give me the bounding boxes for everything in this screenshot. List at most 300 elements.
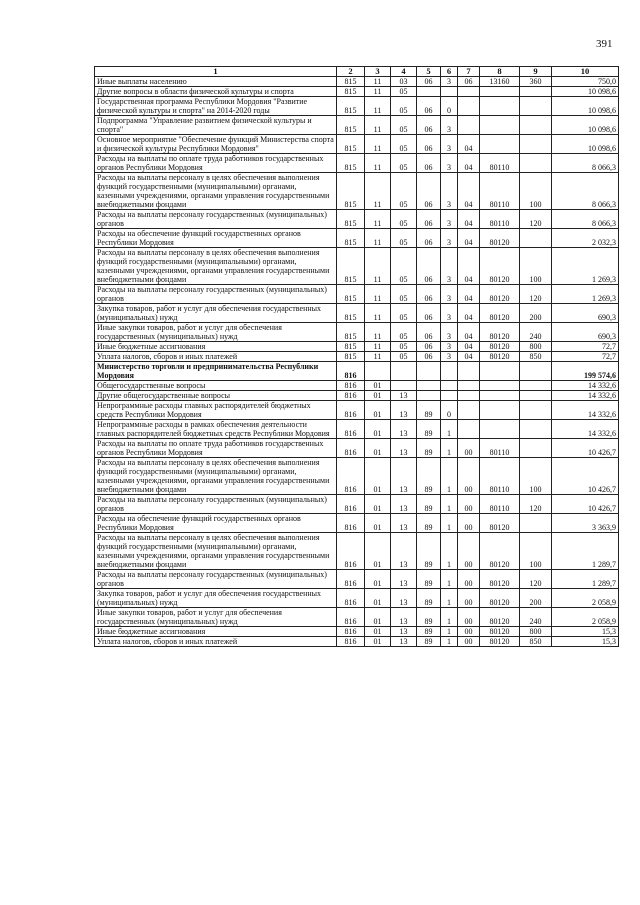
cell-subprogram: 3	[441, 323, 458, 342]
cell-subprogram: 3	[441, 116, 458, 135]
cell-subprogram: 3	[441, 229, 458, 248]
cell-name: Расходы на выплаты персоналу государственных (муниципальных) органов	[95, 285, 337, 304]
cell-subsection: 05	[391, 135, 417, 154]
cell-subsection: 05	[391, 173, 417, 210]
cell-amount: 1 269,3	[552, 285, 619, 304]
cell-expense-type: 200	[520, 304, 552, 323]
cell-section: 01	[365, 533, 391, 570]
cell-expense-type	[520, 229, 552, 248]
cell-expense-type: 240	[520, 608, 552, 627]
cell-ministry-code: 815	[337, 77, 365, 87]
cell-section: 11	[365, 342, 391, 352]
cell-activity: 04	[458, 173, 480, 210]
cell-name: Непрограммные расходы главных распорядителей бюджетных средств Республики Мордовия	[95, 401, 337, 420]
cell-subprogram: 1	[441, 514, 458, 533]
cell-expense-type: 850	[520, 352, 552, 362]
cell-ministry-code: 815	[337, 352, 365, 362]
column-header: 10	[552, 67, 619, 77]
cell-amount: 72,7	[552, 342, 619, 352]
cell-amount: 72,7	[552, 352, 619, 362]
cell-section: 11	[365, 135, 391, 154]
cell-subsection: 13	[391, 589, 417, 608]
cell-expense-type	[520, 401, 552, 420]
cell-expense-type: 120	[520, 495, 552, 514]
cell-subsection: 13	[391, 533, 417, 570]
cell-expense-type	[520, 135, 552, 154]
cell-subprogram: 3	[441, 352, 458, 362]
cell-direction	[480, 87, 520, 97]
cell-subprogram: 1	[441, 420, 458, 439]
cell-name: Основное мероприятие "Обеспечение функций Министерства спорта и физической культуры Республики Мордовия"	[95, 135, 337, 154]
cell-section	[365, 362, 391, 381]
cell-ministry-code: 816	[337, 514, 365, 533]
cell-expense-type: 850	[520, 637, 552, 647]
table-row	[95, 608, 619, 627]
cell-name: Расходы на обеспечение функций государственных органов Республики Мордовия	[95, 514, 337, 533]
cell-subprogram: 3	[441, 342, 458, 352]
cell-activity: 04	[458, 210, 480, 229]
cell-amount: 2 032,3	[552, 229, 619, 248]
cell-subsection: 13	[391, 608, 417, 627]
cell-section: 11	[365, 323, 391, 342]
cell-activity: 00	[458, 570, 480, 589]
cell-subsection: 05	[391, 352, 417, 362]
cell-activity: 00	[458, 589, 480, 608]
cell-subprogram: 3	[441, 173, 458, 210]
cell-program	[417, 362, 441, 381]
cell-program: 89	[417, 458, 441, 495]
cell-expense-type	[520, 87, 552, 97]
cell-amount: 10 426,7	[552, 439, 619, 458]
cell-name: Общегосударственные вопросы	[95, 381, 337, 391]
cell-activity	[458, 381, 480, 391]
cell-subprogram	[441, 87, 458, 97]
cell-subsection: 05	[391, 87, 417, 97]
cell-name: Другие вопросы в области физической культуры и спорта	[95, 87, 337, 97]
table-row	[95, 637, 619, 647]
cell-subsection: 13	[391, 495, 417, 514]
cell-section: 11	[365, 87, 391, 97]
cell-direction	[480, 116, 520, 135]
cell-section: 01	[365, 627, 391, 637]
cell-name: Подпрограмма "Управление развитием физической культуры и спорта"	[95, 116, 337, 135]
cell-amount: 14 332,6	[552, 401, 619, 420]
cell-ministry-code: 816	[337, 381, 365, 391]
cell-section: 01	[365, 420, 391, 439]
cell-subprogram: 0	[441, 97, 458, 116]
cell-expense-type: 100	[520, 533, 552, 570]
column-header: 8	[480, 67, 520, 77]
cell-subsection: 05	[391, 210, 417, 229]
cell-program: 06	[417, 285, 441, 304]
cell-expense-type: 360	[520, 77, 552, 87]
cell-section: 01	[365, 495, 391, 514]
cell-amount: 10 426,7	[552, 458, 619, 495]
table-row	[95, 154, 619, 173]
cell-program: 06	[417, 323, 441, 342]
cell-direction: 80120	[480, 533, 520, 570]
cell-section: 01	[365, 570, 391, 589]
cell-subsection: 05	[391, 97, 417, 116]
cell-name: Иные бюджетные ассигнования	[95, 342, 337, 352]
cell-subsection	[391, 362, 417, 381]
cell-activity: 00	[458, 627, 480, 637]
cell-direction: 80120	[480, 608, 520, 627]
cell-subsection: 03	[391, 77, 417, 87]
cell-activity: 00	[458, 495, 480, 514]
cell-expense-type: 800	[520, 342, 552, 352]
cell-subsection: 05	[391, 323, 417, 342]
cell-subsection: 13	[391, 570, 417, 589]
column-header: 6	[441, 67, 458, 77]
cell-amount: 8 066,3	[552, 210, 619, 229]
cell-activity	[458, 362, 480, 381]
cell-subsection: 05	[391, 229, 417, 248]
cell-activity: 04	[458, 304, 480, 323]
cell-program: 89	[417, 589, 441, 608]
cell-section: 01	[365, 381, 391, 391]
cell-direction: 80120	[480, 342, 520, 352]
cell-ministry-code: 816	[337, 608, 365, 627]
cell-expense-type: 100	[520, 248, 552, 285]
table-row	[95, 439, 619, 458]
cell-direction	[480, 362, 520, 381]
cell-ministry-code: 816	[337, 458, 365, 495]
cell-section: 11	[365, 248, 391, 285]
cell-subsection: 13	[391, 514, 417, 533]
cell-subsection: 13	[391, 420, 417, 439]
cell-expense-type: 800	[520, 627, 552, 637]
cell-direction: 80120	[480, 285, 520, 304]
cell-amount: 14 332,6	[552, 391, 619, 401]
cell-program: 06	[417, 77, 441, 87]
cell-activity: 00	[458, 439, 480, 458]
cell-expense-type	[520, 420, 552, 439]
cell-name: Иные закупки товаров, работ и услуг для обеспечения государственных (муниципальных) нужд	[95, 608, 337, 627]
cell-section: 11	[365, 210, 391, 229]
cell-subsection: 13	[391, 401, 417, 420]
cell-direction	[480, 420, 520, 439]
table-row	[95, 229, 619, 248]
cell-direction: 80120	[480, 352, 520, 362]
cell-subprogram: 1	[441, 608, 458, 627]
cell-subprogram: 1	[441, 627, 458, 637]
cell-subsection: 05	[391, 285, 417, 304]
cell-activity: 04	[458, 352, 480, 362]
cell-expense-type	[520, 514, 552, 533]
cell-name: Другие общегосударственные вопросы	[95, 391, 337, 401]
table-row	[95, 401, 619, 420]
cell-program: 06	[417, 135, 441, 154]
cell-subprogram: 3	[441, 210, 458, 229]
cell-subsection: 05	[391, 304, 417, 323]
table-row	[95, 495, 619, 514]
table-row	[95, 391, 619, 401]
cell-program: 89	[417, 637, 441, 647]
cell-amount: 14 332,6	[552, 420, 619, 439]
cell-section: 01	[365, 439, 391, 458]
column-header: 5	[417, 67, 441, 77]
table-row	[95, 304, 619, 323]
cell-amount: 750,0	[552, 77, 619, 87]
cell-expense-type	[520, 439, 552, 458]
cell-name: Иные выплаты населению	[95, 77, 337, 87]
cell-subprogram: 1	[441, 589, 458, 608]
cell-ministry-code: 815	[337, 342, 365, 352]
cell-name: Расходы на выплаты по оплате труда работников государственных органов Республики Мордовия	[95, 439, 337, 458]
cell-expense-type	[520, 391, 552, 401]
cell-ministry-code: 815	[337, 210, 365, 229]
cell-subsection: 13	[391, 458, 417, 495]
cell-amount: 10 098,6	[552, 135, 619, 154]
cell-subprogram: 3	[441, 304, 458, 323]
cell-subprogram: 0	[441, 401, 458, 420]
cell-direction: 80110	[480, 210, 520, 229]
cell-program	[417, 391, 441, 401]
table-row	[95, 533, 619, 570]
cell-name: Расходы на выплаты персоналу государственных (муниципальных) органов	[95, 210, 337, 229]
cell-program: 06	[417, 304, 441, 323]
table-row	[95, 173, 619, 210]
cell-name: Расходы на выплаты по оплате труда работников государственных органов Республики Мордовия	[95, 154, 337, 173]
cell-ministry-code: 815	[337, 229, 365, 248]
cell-program	[417, 381, 441, 391]
cell-name: Иные закупки товаров, работ и услуг для обеспечения государственных (муниципальных) нужд	[95, 323, 337, 342]
cell-activity: 06	[458, 77, 480, 87]
cell-activity	[458, 391, 480, 401]
cell-subsection: 05	[391, 342, 417, 352]
cell-ministry-code: 816	[337, 637, 365, 647]
cell-name: Закупка товаров, работ и услуг для обеспечения государственных (муниципальных) нужд	[95, 589, 337, 608]
cell-direction	[480, 135, 520, 154]
cell-name: Непрограммные расходы в рамках обеспечения деятельности главных распорядителей бюджетных средств Республики Мордовия	[95, 420, 337, 439]
cell-program: 06	[417, 352, 441, 362]
cell-program: 06	[417, 342, 441, 352]
cell-amount: 10 098,6	[552, 87, 619, 97]
cell-direction: 80110	[480, 458, 520, 495]
cell-expense-type: 240	[520, 323, 552, 342]
cell-section: 01	[365, 637, 391, 647]
header-row	[95, 67, 619, 77]
cell-section: 11	[365, 154, 391, 173]
cell-direction: 80110	[480, 173, 520, 210]
cell-section: 11	[365, 285, 391, 304]
cell-subprogram: 3	[441, 285, 458, 304]
table-row	[95, 116, 619, 135]
cell-program: 89	[417, 608, 441, 627]
cell-subprogram: 3	[441, 154, 458, 173]
cell-direction: 80120	[480, 627, 520, 637]
cell-name: Расходы на выплаты персоналу государственных (муниципальных) органов	[95, 570, 337, 589]
table-row	[95, 627, 619, 637]
cell-subprogram: 1	[441, 637, 458, 647]
table-row	[95, 381, 619, 391]
column-header: 4	[391, 67, 417, 77]
table-row	[95, 285, 619, 304]
cell-subprogram: 3	[441, 248, 458, 285]
table-row	[95, 458, 619, 495]
cell-program: 06	[417, 116, 441, 135]
cell-expense-type: 100	[520, 458, 552, 495]
table-row	[95, 323, 619, 342]
cell-direction: 80120	[480, 229, 520, 248]
column-header: 9	[520, 67, 552, 77]
cell-section: 01	[365, 391, 391, 401]
cell-amount: 690,3	[552, 304, 619, 323]
cell-subprogram: 3	[441, 135, 458, 154]
cell-name: Расходы на выплаты персоналу государственных (муниципальных) органов	[95, 495, 337, 514]
cell-subprogram	[441, 381, 458, 391]
cell-amount: 15,3	[552, 637, 619, 647]
cell-activity: 00	[458, 458, 480, 495]
column-header: 3	[365, 67, 391, 77]
cell-program: 89	[417, 514, 441, 533]
cell-activity: 04	[458, 229, 480, 248]
cell-program: 06	[417, 97, 441, 116]
table-row	[95, 248, 619, 285]
cell-activity: 04	[458, 248, 480, 285]
cell-section: 11	[365, 304, 391, 323]
cell-section: 11	[365, 97, 391, 116]
cell-activity	[458, 87, 480, 97]
cell-amount: 3 363,9	[552, 514, 619, 533]
cell-direction	[480, 401, 520, 420]
cell-direction: 80120	[480, 514, 520, 533]
cell-name: Расходы на выплаты персоналу в целях обеспечения выполнения функций государственными (муниципальными) органами, казенными учреждениями, органами управления государственными внебюджетными фондами	[95, 458, 337, 495]
cell-direction	[480, 97, 520, 116]
table-row	[95, 352, 619, 362]
cell-subsection: 05	[391, 116, 417, 135]
cell-ministry-code: 816	[337, 391, 365, 401]
cell-section: 11	[365, 77, 391, 87]
cell-direction: 80110	[480, 154, 520, 173]
cell-section: 01	[365, 401, 391, 420]
table-row	[95, 589, 619, 608]
cell-amount: 690,3	[552, 323, 619, 342]
cell-section: 11	[365, 116, 391, 135]
budget-table	[94, 66, 619, 647]
cell-activity: 04	[458, 323, 480, 342]
cell-activity: 04	[458, 285, 480, 304]
cell-direction: 80120	[480, 637, 520, 647]
cell-program: 89	[417, 570, 441, 589]
cell-amount: 8 066,3	[552, 173, 619, 210]
cell-expense-type: 120	[520, 570, 552, 589]
cell-activity: 04	[458, 342, 480, 352]
cell-ministry-code: 815	[337, 97, 365, 116]
column-header: 1	[95, 67, 337, 77]
cell-activity: 04	[458, 135, 480, 154]
cell-activity	[458, 116, 480, 135]
table-row	[95, 210, 619, 229]
cell-program: 06	[417, 210, 441, 229]
cell-ministry-code: 815	[337, 248, 365, 285]
cell-program: 89	[417, 420, 441, 439]
cell-ministry-code: 816	[337, 589, 365, 608]
table-row	[95, 342, 619, 352]
table-row	[95, 135, 619, 154]
table-row	[95, 362, 619, 381]
cell-section: 01	[365, 589, 391, 608]
table-row	[95, 514, 619, 533]
cell-program: 06	[417, 229, 441, 248]
cell-subprogram	[441, 362, 458, 381]
cell-direction: 13160	[480, 77, 520, 87]
cell-ministry-code: 815	[337, 304, 365, 323]
cell-name: Уплата налогов, сборов и иных платежей	[95, 352, 337, 362]
cell-activity: 00	[458, 533, 480, 570]
cell-expense-type: 200	[520, 589, 552, 608]
cell-amount: 1 269,3	[552, 248, 619, 285]
cell-section: 11	[365, 352, 391, 362]
cell-ministry-code: 815	[337, 135, 365, 154]
cell-activity: 00	[458, 637, 480, 647]
cell-section: 11	[365, 229, 391, 248]
cell-subprogram	[441, 391, 458, 401]
cell-expense-type: 120	[520, 285, 552, 304]
cell-direction: 80120	[480, 589, 520, 608]
cell-program: 06	[417, 154, 441, 173]
cell-program	[417, 87, 441, 97]
cell-ministry-code: 816	[337, 495, 365, 514]
cell-amount: 199 574,6	[552, 362, 619, 381]
table-row	[95, 97, 619, 116]
cell-direction: 80120	[480, 248, 520, 285]
cell-subsection: 13	[391, 391, 417, 401]
table-row	[95, 570, 619, 589]
cell-name: Министерство торговли и предпринимательства Республики Мордовия	[95, 362, 337, 381]
cell-section: 01	[365, 608, 391, 627]
cell-ministry-code: 816	[337, 439, 365, 458]
cell-amount: 2 058,9	[552, 589, 619, 608]
cell-direction: 80110	[480, 495, 520, 514]
cell-subsection: 13	[391, 637, 417, 647]
cell-ministry-code: 816	[337, 533, 365, 570]
cell-direction: 80120	[480, 570, 520, 589]
cell-activity: 00	[458, 514, 480, 533]
cell-amount: 1 289,7	[552, 570, 619, 589]
cell-expense-type	[520, 97, 552, 116]
cell-subprogram: 1	[441, 533, 458, 570]
cell-subsection: 13	[391, 627, 417, 637]
cell-subsection	[391, 381, 417, 391]
cell-program: 89	[417, 627, 441, 637]
cell-amount: 1 289,7	[552, 533, 619, 570]
table-row	[95, 420, 619, 439]
cell-program: 06	[417, 173, 441, 210]
cell-amount: 8 066,3	[552, 154, 619, 173]
cell-amount: 10 426,7	[552, 495, 619, 514]
cell-program: 89	[417, 495, 441, 514]
cell-section: 01	[365, 514, 391, 533]
cell-subprogram: 1	[441, 570, 458, 589]
cell-amount: 2 058,9	[552, 608, 619, 627]
cell-subprogram: 1	[441, 495, 458, 514]
cell-amount: 10 098,6	[552, 116, 619, 135]
cell-expense-type	[520, 362, 552, 381]
column-header: 2	[337, 67, 365, 77]
cell-ministry-code: 816	[337, 401, 365, 420]
cell-name: Иные бюджетные ассигнования	[95, 627, 337, 637]
cell-subsection: 05	[391, 154, 417, 173]
cell-activity: 00	[458, 608, 480, 627]
cell-ministry-code: 815	[337, 116, 365, 135]
cell-ministry-code: 815	[337, 323, 365, 342]
cell-activity	[458, 97, 480, 116]
cell-expense-type: 120	[520, 210, 552, 229]
cell-section: 11	[365, 173, 391, 210]
cell-activity	[458, 401, 480, 420]
